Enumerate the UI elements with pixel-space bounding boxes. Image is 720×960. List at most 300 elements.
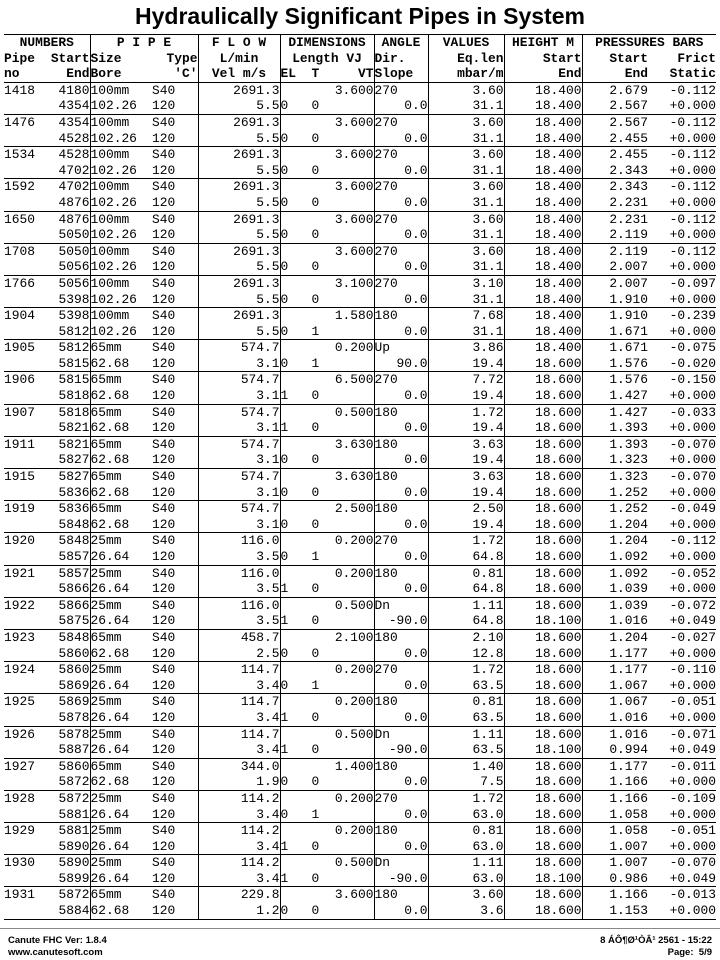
pipe-no: 1921	[4, 565, 35, 581]
pressure-friction: -0.071	[669, 726, 716, 742]
pipe-type: S40	[152, 340, 198, 356]
table-row	[4, 404, 716, 420]
height-end: 18.400	[504, 98, 582, 114]
header-length-label: Length VJ	[280, 51, 374, 67]
header-flow: F L O W	[198, 35, 280, 51]
pipe-direction: Dn	[374, 855, 428, 871]
pressure-static: -0.020	[648, 356, 716, 372]
pipe-no: 1907	[4, 404, 35, 420]
pipe-tees: 0	[311, 420, 320, 436]
header-c-label: 'C'	[152, 66, 198, 82]
pipe-friction-loss: 19.4	[428, 485, 504, 501]
pipe-size: 100mm	[90, 243, 130, 259]
pipe-no: 1476	[4, 114, 35, 130]
pressure-friction: -0.075	[669, 340, 716, 356]
pipe-fittings	[280, 388, 374, 404]
pressure-end: 2.343	[582, 163, 648, 179]
pipe-velocity: 3.1	[198, 517, 280, 533]
pipe-flow: 116.0	[198, 597, 280, 613]
pipe-friction-loss: 63.5	[428, 678, 504, 694]
pipe-elbows: 0	[280, 323, 289, 339]
pipe-fittings	[280, 485, 374, 501]
pipe-slope: 0.0	[374, 195, 428, 211]
height-start: 18.600	[504, 533, 582, 549]
pressure-static: +0.000	[648, 131, 716, 147]
pipe-start-node: 5860	[44, 758, 90, 774]
pipe-length: 0.200	[280, 533, 374, 549]
pipe-bore: 102.26	[90, 131, 152, 147]
pressure-start: 2.119	[609, 243, 648, 259]
pipe-c-factor: 120	[152, 517, 198, 533]
pipe-friction-loss: 31.1	[428, 324, 504, 340]
height-end: 18.400	[504, 292, 582, 308]
height-start: 18.600	[504, 372, 582, 388]
height-start: 18.600	[504, 597, 582, 613]
website-link[interactable]: www.canutesoft.com	[8, 947, 103, 958]
table-row	[4, 179, 716, 195]
pipe-elbows: 1	[280, 420, 289, 436]
pipe-direction: 270	[374, 372, 428, 388]
pipe-velocity: 5.5	[198, 324, 280, 340]
pressure-start: 1.177	[609, 662, 648, 678]
pipe-friction-loss: 31.1	[428, 98, 504, 114]
pipe-elbows: 1	[280, 709, 289, 725]
pipe-velocity: 3.1	[198, 388, 280, 404]
pipe-slope: 0.0	[374, 710, 428, 726]
pipes-table-container	[4, 34, 716, 920]
pipe-slope: -90.0	[374, 742, 428, 758]
pipe-size: 25mm	[90, 855, 122, 871]
pipe-direction: Up	[374, 340, 428, 356]
pipe-length: 0.500	[280, 855, 374, 871]
pipe-slope: 90.0	[374, 356, 428, 372]
pipe-direction: Dn	[374, 726, 428, 742]
pipe-elbows: 0	[280, 130, 289, 146]
pipe-no: 1926	[4, 726, 35, 742]
pipe-no: 1418	[4, 82, 35, 98]
pipe-c-factor: 120	[152, 807, 198, 823]
pipe-fittings	[280, 195, 374, 211]
pipe-start-node: 5881	[44, 823, 90, 839]
pipe-friction-loss: 19.4	[428, 420, 504, 436]
pipe-size: 100mm	[90, 82, 130, 98]
pipe-fittings	[280, 742, 374, 758]
pipe-no: 1904	[4, 308, 35, 324]
pipe-bore: 26.64	[90, 549, 152, 565]
pipe-no: 1925	[4, 694, 35, 710]
height-end: 18.600	[504, 517, 582, 533]
height-end: 18.100	[504, 613, 582, 629]
pipe-end-node: 5884	[44, 903, 90, 919]
pipe-length: 3.630	[280, 469, 374, 485]
pipe-end-node: 5878	[44, 710, 90, 726]
header-pipe-label: Pipe	[4, 50, 35, 66]
pipe-friction-loss: 7.5	[428, 774, 504, 790]
header-height: HEIGHT M	[504, 35, 582, 51]
pipe-end-node: 5050	[44, 227, 90, 243]
header-slope-label: Slope	[374, 66, 428, 82]
pipe-length: 1.580	[280, 308, 374, 324]
table-row	[4, 98, 716, 114]
height-end: 18.400	[504, 259, 582, 275]
pipe-c-factor: 120	[152, 581, 198, 597]
pipe-friction-loss: 64.8	[428, 549, 504, 565]
pipe-direction: 180	[374, 758, 428, 774]
pressure-static: +0.000	[648, 324, 716, 340]
pipe-flow: 2691.3	[198, 179, 280, 195]
height-start: 18.400	[504, 82, 582, 98]
pipe-c-factor: 120	[152, 195, 198, 211]
pipe-elbows: 0	[280, 806, 289, 822]
pressure-static: +0.000	[648, 774, 716, 790]
pressure-start: 1.177	[609, 758, 648, 774]
pressure-static: +0.000	[648, 98, 716, 114]
header-values: VALUES	[428, 35, 504, 51]
pipe-direction: 180	[374, 501, 428, 517]
pipe-type: S40	[152, 597, 198, 613]
pipe-eq-length: 1.11	[428, 855, 504, 871]
pipe-eq-length: 1.11	[428, 597, 504, 613]
pressure-static: +0.000	[648, 292, 716, 308]
pipe-no: 1930	[4, 855, 35, 871]
pipe-flow: 114.7	[198, 726, 280, 742]
table-row	[4, 662, 716, 678]
pressure-start: 1.166	[609, 887, 648, 903]
pipe-size: 100mm	[90, 275, 130, 291]
pressure-end: 2.007	[582, 259, 648, 275]
pipe-end-node: 5848	[44, 517, 90, 533]
pipe-direction: 270	[374, 147, 428, 163]
height-start: 18.600	[504, 823, 582, 839]
pipe-end-node: 5860	[44, 646, 90, 662]
pipe-direction: 270	[374, 533, 428, 549]
pressure-friction: -0.109	[669, 790, 716, 806]
pipe-length: 3.600	[280, 887, 374, 903]
pipe-bore: 26.64	[90, 742, 152, 758]
page-indicator	[668, 947, 712, 959]
pipe-end-node: 5812	[44, 324, 90, 340]
pipe-size: 65mm	[90, 404, 122, 420]
table-row	[4, 469, 716, 485]
pipe-fittings	[280, 613, 374, 629]
pipe-eq-length: 1.11	[428, 726, 504, 742]
pressure-static: +0.000	[648, 807, 716, 823]
pipe-start-node: 4354	[44, 114, 90, 130]
pipe-velocity: 5.5	[198, 195, 280, 211]
height-end: 18.600	[504, 485, 582, 501]
pipe-size: 25mm	[90, 790, 122, 806]
pipe-velocity: 5.5	[198, 227, 280, 243]
pipe-friction-loss: 63.0	[428, 839, 504, 855]
pipe-elbows: 0	[280, 194, 289, 210]
pipe-slope: 0.0	[374, 903, 428, 919]
pipe-velocity: 3.4	[198, 807, 280, 823]
pipe-velocity: 3.1	[198, 356, 280, 372]
pressure-friction: -0.070	[669, 436, 716, 452]
height-start: 18.400	[504, 147, 582, 163]
pipe-type: S40	[152, 533, 198, 549]
pipe-c-factor: 120	[152, 871, 198, 887]
table-row	[4, 758, 716, 774]
pipe-c-factor: 120	[152, 903, 198, 919]
pipe-eq-length: 3.60	[428, 147, 504, 163]
pipe-no: 1708	[4, 243, 35, 259]
pipe-tees: 1	[311, 323, 320, 339]
pipe-start-node: 4180	[44, 82, 90, 98]
pipe-type: S40	[152, 179, 198, 195]
pipe-c-factor: 120	[152, 613, 198, 629]
pipe-direction: 270	[374, 790, 428, 806]
height-start: 18.600	[504, 758, 582, 774]
height-start: 18.600	[504, 629, 582, 645]
pipe-direction: 270	[374, 114, 428, 130]
pipe-slope: 0.0	[374, 549, 428, 565]
pipe-eq-length: 2.10	[428, 629, 504, 645]
pipe-flow: 116.0	[198, 533, 280, 549]
pressure-friction: -0.112	[669, 147, 716, 163]
height-end: 18.400	[504, 163, 582, 179]
pipe-size: 25mm	[90, 533, 122, 549]
pipe-eq-length: 2.50	[428, 501, 504, 517]
pipe-end-node: 4702	[44, 163, 90, 179]
pressure-friction: -0.049	[669, 501, 716, 517]
pipe-flow: 116.0	[198, 565, 280, 581]
pipe-flow: 574.7	[198, 340, 280, 356]
pipe-velocity: 1.9	[198, 774, 280, 790]
pipe-direction: 270	[374, 211, 428, 227]
pressure-start: 1.016	[609, 726, 648, 742]
table-row	[4, 807, 716, 823]
pipe-bore: 62.68	[90, 517, 152, 533]
pipe-eq-length: 0.81	[428, 565, 504, 581]
pipe-bore: 102.26	[90, 292, 152, 308]
pipe-bore: 26.64	[90, 710, 152, 726]
pressure-start: 1.166	[609, 790, 648, 806]
pipe-direction: 180	[374, 629, 428, 645]
pressure-static: +0.000	[648, 259, 716, 275]
pipe-no-blank	[4, 742, 44, 758]
pipe-bore: 26.64	[90, 839, 152, 855]
pipe-flow: 458.7	[198, 629, 280, 645]
header-vel-label: Vel m/s	[198, 66, 280, 82]
pipe-friction-loss: 31.1	[428, 259, 504, 275]
pipe-length: 0.500	[280, 726, 374, 742]
pipe-start-node: 5818	[44, 404, 90, 420]
pipe-velocity: 3.4	[198, 871, 280, 887]
pipe-friction-loss: 19.4	[428, 517, 504, 533]
pressure-start: 1.204	[609, 629, 648, 645]
table-row	[4, 871, 716, 887]
header-static-label: Static	[648, 66, 716, 82]
pipe-type: S40	[152, 501, 198, 517]
pressure-start: 2.231	[609, 211, 648, 227]
pipe-bore: 62.68	[90, 774, 152, 790]
pressure-start: 1.393	[609, 436, 648, 452]
pipe-start-node: 5872	[44, 887, 90, 903]
height-end: 18.100	[504, 871, 582, 887]
pressure-static: +0.000	[648, 485, 716, 501]
pressure-static: +0.000	[648, 678, 716, 694]
pipe-tees: 0	[311, 581, 320, 597]
pipe-start-node: 4528	[44, 147, 90, 163]
table-row	[4, 517, 716, 533]
pipe-friction-loss: 19.4	[428, 388, 504, 404]
pipe-flow: 344.0	[198, 758, 280, 774]
pipe-fittings	[280, 131, 374, 147]
header-vt-label: VT	[358, 66, 374, 82]
pipe-slope: 0.0	[374, 581, 428, 597]
pressure-start: 2.455	[609, 147, 648, 163]
pipe-no: 1924	[4, 662, 35, 678]
pipe-no: 1906	[4, 372, 35, 388]
pipe-size: 65mm	[90, 629, 122, 645]
pressure-end: 1.039	[582, 581, 648, 597]
pipe-start-node: 5836	[44, 501, 90, 517]
height-start: 18.600	[504, 662, 582, 678]
pipe-c-factor: 120	[152, 549, 198, 565]
pipe-tees: 0	[311, 484, 320, 500]
pipe-end-node: 5881	[44, 807, 90, 823]
pressure-static: +0.000	[648, 388, 716, 404]
pipe-no-blank	[4, 163, 44, 179]
height-end: 18.600	[504, 774, 582, 790]
pressure-end: 1.671	[582, 324, 648, 340]
table-row	[4, 549, 716, 565]
table-row	[4, 533, 716, 549]
pipe-bore: 102.26	[90, 195, 152, 211]
pipe-no-blank	[4, 678, 44, 694]
pipe-type: S40	[152, 147, 198, 163]
program-version: Canute FHC Ver: 1.8.4	[8, 935, 107, 946]
table-row	[4, 420, 716, 436]
pipe-size: 65mm	[90, 340, 122, 356]
pipe-length: 3.600	[280, 243, 374, 259]
pipe-end-node: 4528	[44, 131, 90, 147]
height-start: 18.600	[504, 565, 582, 581]
pressure-static: +0.000	[648, 420, 716, 436]
table-row	[4, 855, 716, 871]
pipe-size: 100mm	[90, 147, 130, 163]
pipe-tees: 0	[311, 742, 320, 758]
pressure-end: 1.252	[582, 485, 648, 501]
table-row	[4, 565, 716, 581]
pipe-slope: 0.0	[374, 324, 428, 340]
pipe-c-factor: 120	[152, 163, 198, 179]
table-row	[4, 581, 716, 597]
pressure-start: 1.671	[609, 340, 648, 356]
pipe-type: S40	[152, 823, 198, 839]
pipe-type: S40	[152, 565, 198, 581]
pipe-type: S40	[152, 629, 198, 645]
pipe-end-node: 5836	[44, 485, 90, 501]
pipe-flow: 229.8	[198, 887, 280, 903]
footer-line-2	[8, 947, 712, 959]
pipe-no: 1922	[4, 597, 35, 613]
pipe-length: 0.200	[280, 694, 374, 710]
pipe-type: S40	[152, 855, 198, 871]
height-end: 18.600	[504, 581, 582, 597]
pressure-friction: -0.112	[669, 179, 716, 195]
pressure-end: 1.393	[582, 420, 648, 436]
pipe-no: 1931	[4, 887, 35, 903]
pipe-elbows: 0	[280, 645, 289, 661]
pipe-end-node: 5866	[44, 581, 90, 597]
pipe-fittings	[280, 710, 374, 726]
pipe-velocity: 2.5	[198, 646, 280, 662]
pipe-end-node: 5821	[44, 420, 90, 436]
table-row	[4, 823, 716, 839]
pipe-fittings	[280, 807, 374, 823]
pipe-no: 1534	[4, 147, 35, 163]
pipe-c-factor: 120	[152, 292, 198, 308]
pipe-eq-length: 7.72	[428, 372, 504, 388]
pipe-slope: 0.0	[374, 227, 428, 243]
pipe-elbows: 1	[280, 870, 289, 886]
pipe-tees: 0	[311, 903, 320, 919]
pressure-end: 1.153	[582, 903, 648, 919]
pipe-velocity: 3.4	[198, 839, 280, 855]
header-mbar-label: mbar/m	[428, 66, 504, 82]
pipe-size: 25mm	[90, 726, 122, 742]
table-row	[4, 774, 716, 790]
pipe-no-blank	[4, 324, 44, 340]
pipe-start-node: 5857	[44, 565, 90, 581]
pressure-friction: -0.052	[669, 565, 716, 581]
pressure-friction: -0.011	[669, 758, 716, 774]
pipe-length: 1.400	[280, 758, 374, 774]
pipe-tees: 0	[311, 709, 320, 725]
pipe-direction: 270	[374, 179, 428, 195]
header-eqlen-label: Eq.len	[428, 51, 504, 67]
pipe-type: S40	[152, 308, 198, 324]
header-height-end-label: End	[504, 66, 582, 82]
pipe-end-node: 5875	[44, 613, 90, 629]
pipe-tees: 0	[311, 645, 320, 661]
pipe-fittings	[280, 259, 374, 275]
pipe-direction: 180	[374, 404, 428, 420]
pipe-bore: 26.64	[90, 613, 152, 629]
pipe-friction-loss: 63.5	[428, 742, 504, 758]
height-end: 18.600	[504, 903, 582, 919]
pressure-friction: -0.112	[669, 82, 716, 98]
pipe-eq-length: 7.68	[428, 308, 504, 324]
pipe-elbows: 0	[280, 549, 289, 564]
pipe-velocity: 1.2	[198, 903, 280, 919]
height-start: 18.600	[504, 404, 582, 420]
table-header	[4, 35, 716, 83]
pressure-friction: -0.110	[669, 662, 716, 678]
pipe-no-blank	[4, 195, 44, 211]
pipe-c-factor: 120	[152, 98, 198, 114]
pressure-start: 1.204	[609, 533, 648, 549]
pipe-elbows: 0	[280, 291, 289, 307]
pipe-no: 1911	[4, 436, 35, 452]
pipe-length: 0.200	[280, 790, 374, 806]
pipe-size: 100mm	[90, 114, 130, 130]
pipe-velocity: 5.5	[198, 131, 280, 147]
pipe-slope: 0.0	[374, 452, 428, 468]
pipe-bore: 62.68	[90, 420, 152, 436]
pipe-fittings	[280, 324, 374, 340]
height-end: 18.400	[504, 227, 582, 243]
pressure-end: 1.058	[582, 807, 648, 823]
pipe-friction-loss: 31.1	[428, 163, 504, 179]
pipe-bore: 62.68	[90, 388, 152, 404]
table-row	[4, 839, 716, 855]
height-end: 18.100	[504, 742, 582, 758]
pipe-fittings	[280, 581, 374, 597]
pipe-no-blank	[4, 807, 44, 823]
